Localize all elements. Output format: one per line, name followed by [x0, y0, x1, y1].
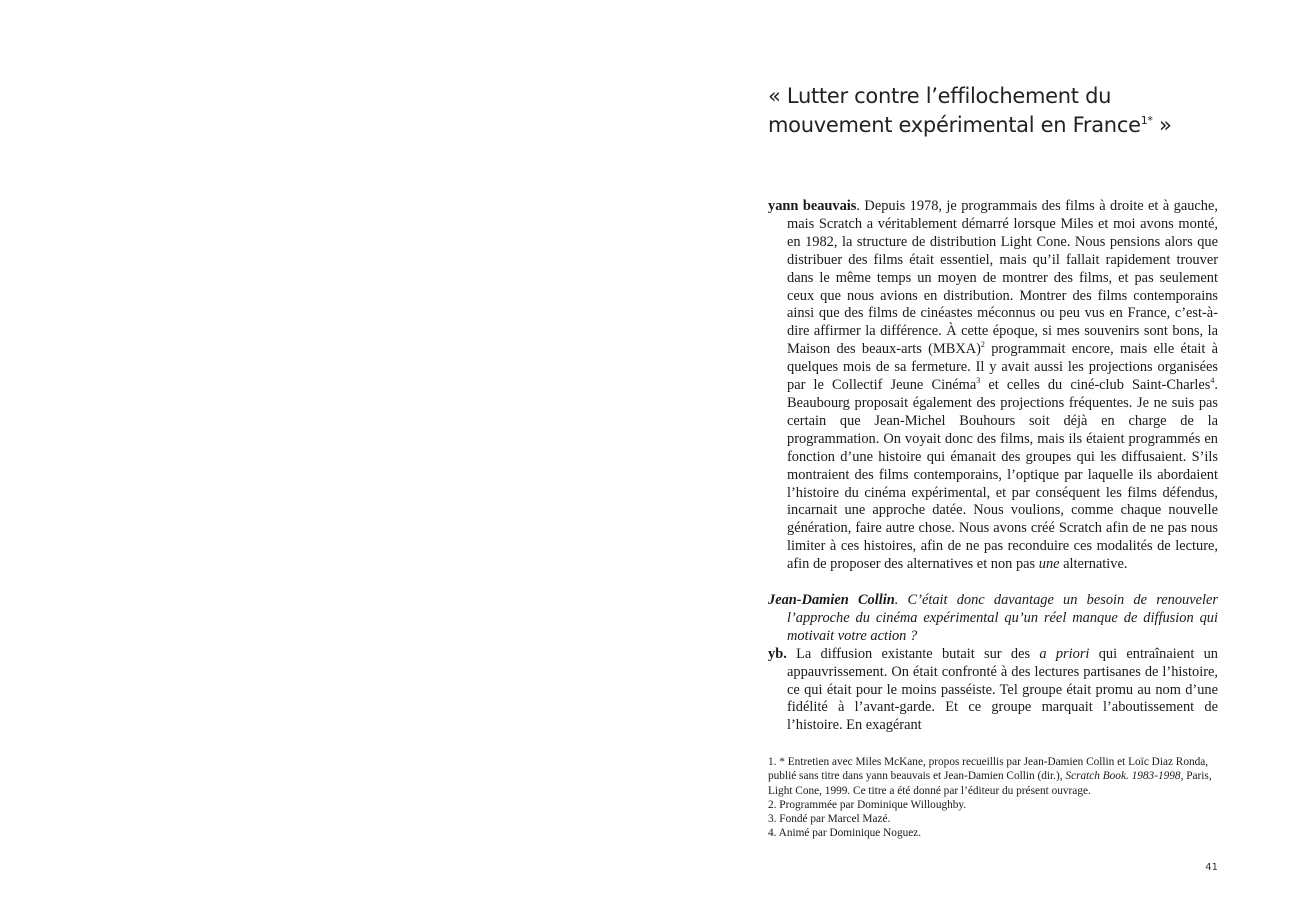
- paragraph-text: alternative.: [1059, 556, 1128, 573]
- footnote-ref-2: 2: [980, 340, 985, 350]
- footnote-text: , Paris, Light Cone, 1999. Ce titre a été donné par l’éditeur du présent ouvrage.: [768, 770, 1212, 797]
- footnote-text: 1. * Entretien avec Miles McKane, propos recueillis par Jean-Damien Collin et Loïc Diaz Ronda, publié sans titre dans yann beauvais et Jean-Damien Collin (dir.),: [768, 756, 1209, 783]
- title-line-1: « Lutter contre l’effilochement du: [768, 84, 1112, 108]
- paragraph-yb-answer: [768, 646, 1218, 736]
- title-line-2: mouvement expérimental en France: [768, 113, 1141, 137]
- question-text: . C’était donc davantage un besoin de renouveler l’approche du cinéma expérimental qu’un réel manque de diffusion qui motivait votre action ?: [787, 592, 1218, 644]
- speaker-name: yann beauvais: [768, 198, 857, 214]
- footnotes: [768, 755, 1218, 841]
- paragraph-text: et celles du ciné-club Saint-Charles: [980, 377, 1211, 394]
- footnote-ref-3: 3: [976, 376, 981, 386]
- speaker-name: yb.: [768, 645, 787, 662]
- chapter-title: [768, 82, 1228, 140]
- speaker-name: Jean-Damien Collin: [768, 592, 895, 609]
- footnote-2: 2. Programmée par Dominique Willoughby.: [768, 798, 967, 811]
- paragraph-text: . Depuis 1978, je programmais des films à droite et à gauche, mais Scratch a véritablement démarré lorsque Miles et moi avons monté, en 1982, la structure de distribution Light Cone. Nous pensions alors que distribuer des films était essentiel, mais qu’il fallait rapidement trouver dans le même temps un moyen de montrer des films, et pas seulement ceux que nous avions en distribution. Montrer des films contemporains ainsi que des films de cinéastes méconnus ou peu vus en France, c’est-à-dire affirmer la différence. À cette époque, si mes souvenirs sont bons, la Maison des beaux-arts (MBXA): [787, 198, 1218, 358]
- emphasis-text: une: [1038, 556, 1060, 573]
- interview-body: [768, 198, 1218, 735]
- footnote-ref-4: 4: [1210, 376, 1215, 386]
- footnote-4: 4. Animé par Dominique Noguez.: [768, 827, 922, 840]
- title-close-quote: »: [1152, 113, 1172, 137]
- paragraph-text: . Beaubourg proposait également des projections fréquentes. Je ne suis pas certain que Jean-Michel Bouhours soit déjà en charge de la programmation. On voyait donc des films, mais ils étaient programmés en fonction d’une histoire qui émanait des groupes qui les diffusaient. S’ils montraient des films contemporains, l’optique par laquelle ils abordaient l’histoire du cinéma expérimental, et par conséquent les films défendus, incarnait une approche datée. Nous voulions, comme chaque nouvelle génération, faire autre chose. Nous avons créé Scratch afin de ne pas nous limiter à ces histoires, afin de ne pas reconduire ces modalités de lecture, afin de proposer des alternatives et non pas: [787, 377, 1218, 573]
- page-number: 41: [1205, 862, 1218, 873]
- paragraph-yann-beauvais-answer: [768, 198, 1218, 574]
- footnote-3: 3. Fondé par Marcel Mazé.: [768, 813, 891, 826]
- footnote-title-italic: Scratch Book. 1983-1998: [1065, 770, 1181, 783]
- footnote-1: [768, 755, 1218, 798]
- paragraph-text: qui entraînaient un appauvrissement. On était confronté à des lectures partisanes de l’histoire, ce qui était pour le moins passéiste. Tel groupe était promu au nom d’une fidélité à l’avant-garde. Et ce groupe marquait l’aboutissement de l’histoire. En exagérant: [787, 645, 1218, 734]
- paragraph-text: programmait encore, mais elle était à quelques mois de sa fermeture. Il y avait aussi les projections organisées par le Collectif Jeune Cinéma: [787, 341, 1218, 394]
- paragraph-collin-question: [768, 592, 1218, 646]
- title-note-mark: 1*: [1140, 114, 1153, 127]
- emphasis-text: a priori: [1039, 645, 1090, 662]
- paragraph-text: La diffusion existante butait sur des: [786, 645, 1040, 662]
